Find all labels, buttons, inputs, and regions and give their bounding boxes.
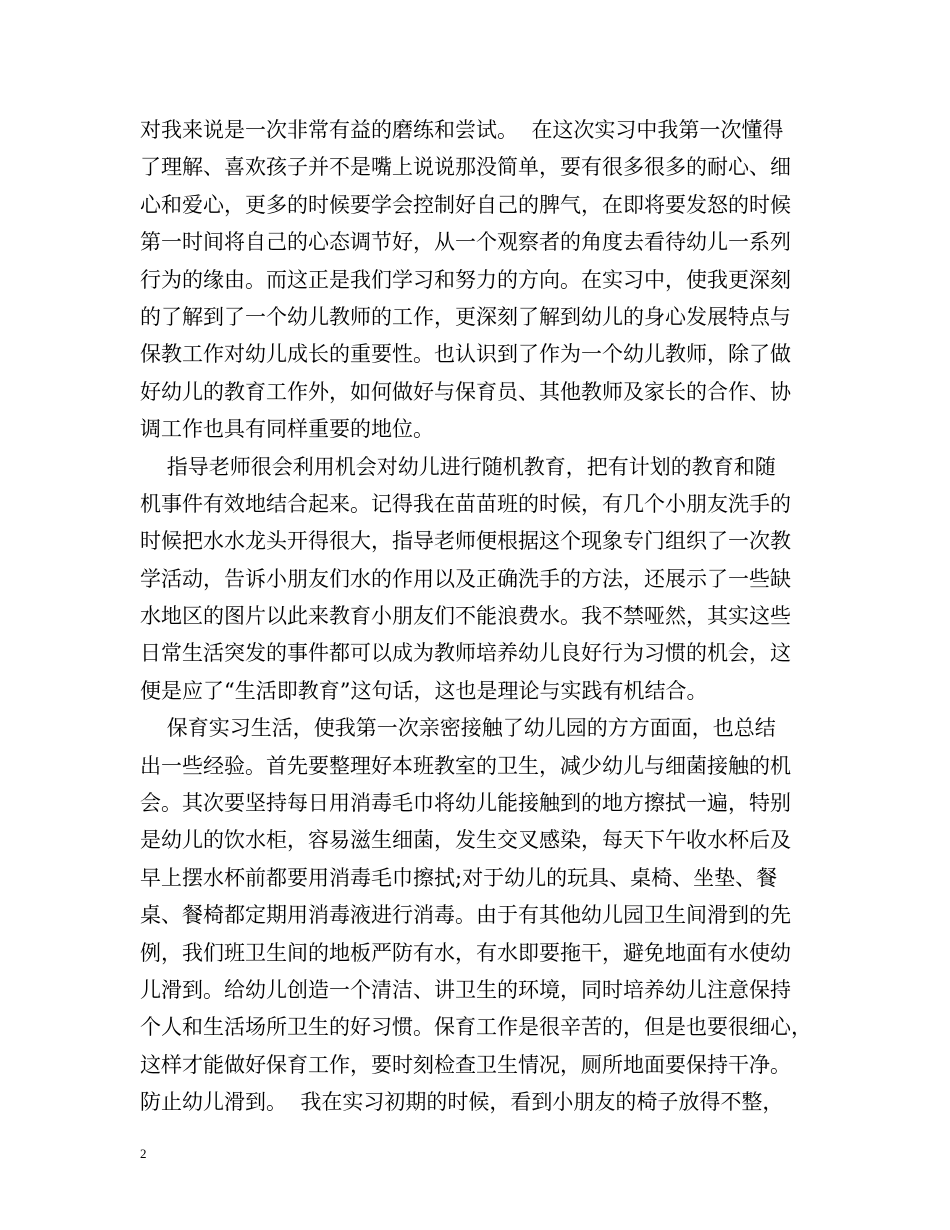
text-line: 水地区的图片以此来教育小朋友们不能浪费水。我不禁哑然，其实这些 — [140, 604, 791, 629]
text-line: 这样才能做好保育工作，要时刻检查卫生情况，厕所地面要保持干净。 — [140, 1052, 791, 1077]
text-line: 保教工作对幼儿成长的重要性。也认识到了作为一个幼儿教师，除了做 — [140, 342, 791, 367]
text-line: 指导老师很会利用机会对幼儿进行随机教育，把有计划的教育和随 — [140, 454, 776, 479]
text-line: 会。其次要坚持每日用消毒毛巾将幼儿能接触到的地方擦拭一遍，特别 — [140, 791, 791, 816]
text-line: 儿滑到。给幼儿创造一个清洁、讲卫生的环境，同时培养幼儿注意保持 — [140, 977, 791, 1002]
text-line: 时候把水水龙头开得很大，指导老师便根据这个现象专门组织了一次教 — [140, 529, 791, 554]
text-line: 学活动，告诉小朋友们水的作用以及正确洗手的方法，还展示了一些缺 — [140, 566, 791, 591]
text-line: 了理解、喜欢孩子并不是嘴上说说那没简单，要有很多很多的耐心、细 — [140, 155, 791, 180]
text-line: 行为的缘由。而这正是我们学习和努力的方向。在实习中，使我更深刻 — [140, 267, 791, 292]
text-line: 个人和生活场所卫生的好习惯。保育工作是很辛苦的，但是也要很细心， — [140, 1015, 812, 1040]
text-line: 对我来说是一次非常有益的磨练和尝试。 在这次实习中我第一次懂得 — [140, 118, 784, 142]
text-line: 是幼儿的饮水柜，容易滋生细菌，发生交叉感染，每天下午收水杯后及 — [140, 828, 791, 853]
page-number: 2 — [140, 1146, 147, 1161]
text-line: 第一时间将自己的心态调节好，从一个观察者的角度去看待幼儿一系列 — [140, 230, 791, 255]
text-line: 机事件有效地结合起来。记得我在苗苗班的时候，有几个小朋友洗手的 — [140, 491, 791, 516]
text-line: 早上摆水杯前都要用消毒毛巾擦拭;对于幼儿的玩具、桌椅、坐垫、餐 — [140, 865, 778, 890]
text-line: 保育实习生活，使我第一次亲密接触了幼儿园的方方面面，也总结 — [140, 716, 776, 741]
text-line: 防止幼儿滑到。 我在实习初期的时候，看到小朋友的椅子放得不整， — [140, 1090, 784, 1115]
text-line: 例，我们班卫生间的地板严防有水，有水即要拖干，避免地面有水使幼 — [140, 940, 791, 965]
text-line: 日常生活突发的事件都可以成为教师培养幼儿良好行为习惯的机会，这 — [140, 641, 791, 666]
text-line: 桌、餐椅都定期用消毒液进行消毒。由于有其他幼儿园卫生间滑到的先 — [140, 903, 791, 928]
text-line: 好幼儿的教育工作外，如何做好与保育员、其他教师及家长的合作、协 — [140, 379, 791, 404]
body-text — [140, 112, 820, 1122]
text-line: 出一些经验。首先要整理好本班教室的卫生，减少幼儿与细菌接触的机 — [140, 753, 791, 778]
text-line: 心和爱心，更多的时候要学会控制好自己的脾气，在即将要发怒的时候 — [140, 192, 791, 217]
text-line: 的了解到了一个幼儿教师的工作，更深刻了解到幼儿的身心发展特点与 — [140, 304, 791, 329]
text-line: 调工作也具有同样重要的地位。 — [140, 417, 434, 442]
text-line: 便是应了“生活即教育”这句话，这也是理论与实践有机结合。 — [140, 678, 708, 703]
